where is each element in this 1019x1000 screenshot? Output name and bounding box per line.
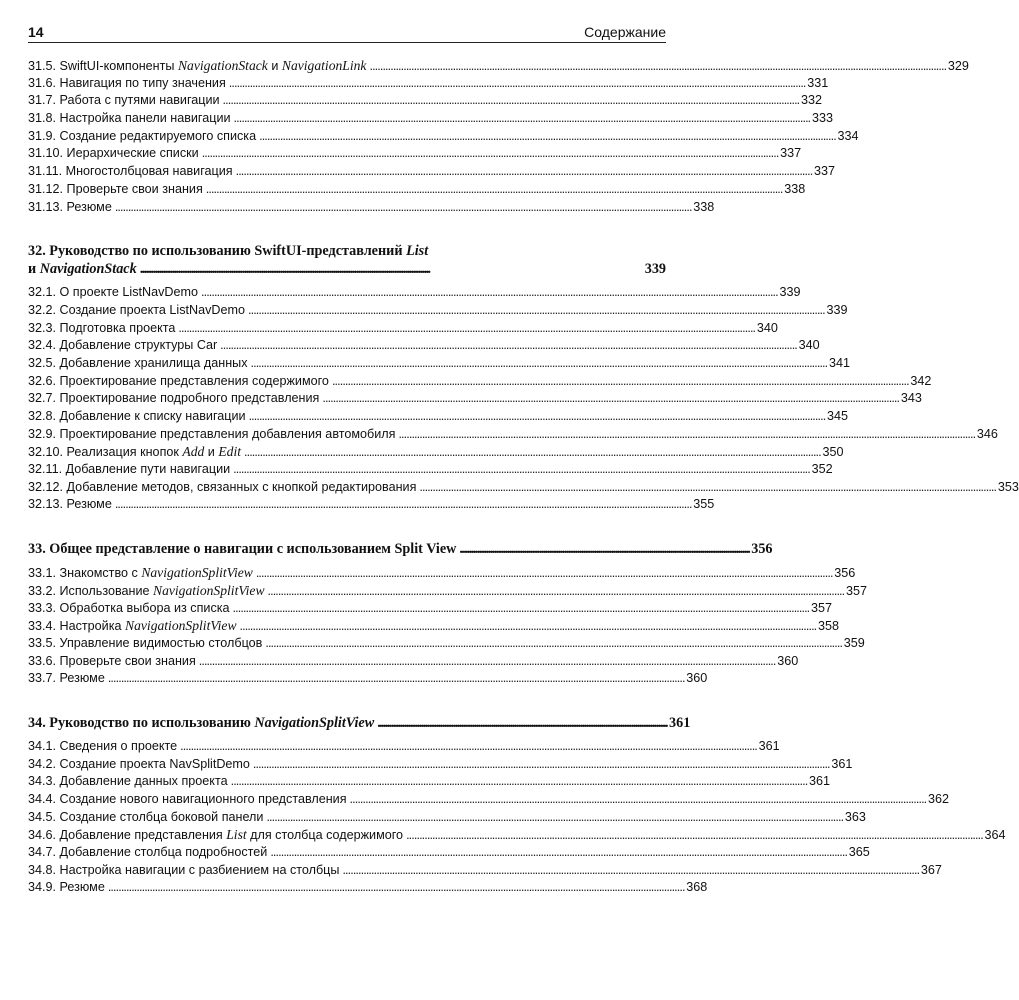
toc-entry-title bbox=[28, 373, 329, 391]
toc-entry-title bbox=[28, 617, 237, 636]
text-run: 31.6. Навигация по типу значения bbox=[28, 75, 226, 90]
toc-entry-title bbox=[28, 181, 203, 199]
chapter-page: 356 bbox=[751, 541, 773, 558]
toc-entry[interactable] bbox=[28, 582, 867, 600]
text-run: 31.13. Резюме bbox=[28, 199, 112, 214]
toc-entry[interactable] bbox=[28, 128, 859, 146]
toc-entry[interactable] bbox=[28, 564, 856, 582]
toc-entry-title bbox=[28, 635, 262, 653]
toc-entry-title bbox=[28, 791, 347, 809]
text-run: 34.2. Создание проекта NavSplitDemo bbox=[28, 756, 250, 771]
text-run: 33.2. Использование bbox=[28, 583, 153, 598]
dot-leader bbox=[248, 302, 823, 320]
dot-leader bbox=[115, 496, 690, 514]
toc-entry-page: 339 bbox=[779, 285, 801, 300]
toc-entry-title bbox=[28, 844, 267, 862]
text-run: 34.8. Настройка навигации с разбиением на столбцы bbox=[28, 862, 340, 877]
text-run: 34.7. Добавление столбца подробностей bbox=[28, 845, 268, 860]
toc-entry-title bbox=[28, 110, 231, 128]
toc-entry-title bbox=[28, 879, 105, 897]
toc-entry[interactable] bbox=[28, 337, 820, 355]
italic-term: NavigationLink bbox=[281, 58, 367, 73]
toc-entry[interactable] bbox=[28, 443, 844, 461]
text-run: и bbox=[28, 261, 40, 278]
toc-entry[interactable] bbox=[28, 461, 833, 479]
toc-entry-title bbox=[28, 320, 175, 338]
page-number: 14 bbox=[28, 24, 44, 40]
toc-entry[interactable] bbox=[28, 670, 708, 688]
dot-leader bbox=[234, 110, 809, 128]
chapter-heading[interactable] bbox=[28, 540, 773, 558]
toc-entry-page: 361 bbox=[831, 756, 853, 771]
text-run: 34.6. Добавление представления bbox=[28, 828, 227, 843]
toc-entry-title bbox=[28, 75, 226, 93]
dot-leader bbox=[244, 444, 819, 462]
toc-entry-page: 337 bbox=[814, 164, 836, 179]
toc-entry-page: 341 bbox=[828, 355, 850, 370]
dot-leader bbox=[249, 408, 824, 426]
toc-entry-page: 340 bbox=[798, 338, 820, 353]
dot-leader bbox=[332, 373, 907, 391]
text-run: 31.5. SwiftUI-компоненты bbox=[28, 59, 178, 73]
text-run: 32.4. Добавление структуры Car bbox=[28, 338, 218, 353]
toc-section-continued bbox=[28, 57, 969, 216]
toc-entry[interactable] bbox=[28, 320, 778, 338]
toc-entry[interactable] bbox=[28, 57, 969, 75]
toc-entry-page: 350 bbox=[822, 445, 844, 460]
chapter-title-row bbox=[28, 714, 691, 732]
toc-entry[interactable] bbox=[28, 791, 949, 809]
toc-entry-page: 360 bbox=[777, 653, 799, 668]
chapter-title bbox=[28, 714, 374, 732]
toc-entry-title bbox=[28, 496, 112, 514]
toc-entry-title bbox=[28, 479, 416, 497]
toc-entry-page: 338 bbox=[784, 181, 806, 196]
toc-entry-page: 365 bbox=[848, 845, 870, 860]
italic-term: NavigationSplitView bbox=[125, 618, 237, 634]
toc-entry-title bbox=[28, 738, 177, 756]
toc-entry-title bbox=[28, 355, 248, 373]
text-run: 33.6. Проверьте свои знания bbox=[28, 653, 196, 668]
toc-entry[interactable] bbox=[28, 390, 922, 408]
toc-chapter bbox=[28, 714, 1006, 897]
toc-entry-title bbox=[28, 302, 245, 320]
toc-entry[interactable] bbox=[28, 373, 932, 391]
text-run: 32.6. Проектирование представления содержимого bbox=[28, 373, 329, 388]
dot-leader bbox=[398, 426, 973, 444]
dot-leader bbox=[178, 320, 753, 338]
toc-entry[interactable] bbox=[28, 302, 848, 320]
running-head: Содержание bbox=[584, 24, 666, 40]
toc-entry-page: 356 bbox=[834, 566, 856, 581]
toc-entry-page: 332 bbox=[800, 93, 822, 108]
toc-entry[interactable] bbox=[28, 653, 799, 671]
dot-leader bbox=[259, 128, 834, 146]
chapter-title-row bbox=[28, 540, 773, 558]
chapter-heading[interactable] bbox=[28, 714, 691, 732]
toc-entry[interactable] bbox=[28, 92, 822, 110]
toc-entry-title bbox=[28, 564, 253, 583]
dot-leader bbox=[377, 714, 666, 732]
toc-entry-page: 340 bbox=[756, 320, 778, 335]
chapter-title-line bbox=[28, 242, 666, 260]
toc-chapter bbox=[28, 242, 1019, 514]
text-run: 32.5. Добавление хранилища данных bbox=[28, 355, 248, 370]
toc-entry[interactable] bbox=[28, 844, 870, 862]
toc-entry-page: 331 bbox=[807, 75, 829, 90]
italic-term: NavigationStack bbox=[39, 261, 137, 278]
chapter-title bbox=[28, 540, 456, 558]
toc-entry-title bbox=[28, 284, 198, 302]
dot-leader bbox=[108, 879, 683, 897]
toc-entry-title bbox=[28, 461, 230, 479]
toc-entry-title bbox=[28, 670, 105, 688]
toc-entry-title bbox=[28, 443, 241, 462]
dot-leader bbox=[220, 337, 795, 355]
text-run: 31.9. Создание редактируемого списка bbox=[28, 128, 257, 143]
text-run: 32.10. Реализация кнопок bbox=[28, 445, 183, 460]
toc-entry[interactable] bbox=[28, 756, 853, 774]
chapter-title-row bbox=[28, 260, 666, 278]
toc-entry-page: 357 bbox=[810, 600, 832, 615]
toc-chapters bbox=[28, 242, 1019, 897]
dot-leader bbox=[229, 75, 804, 93]
toc-entry-page: 355 bbox=[693, 497, 715, 512]
text-run: и bbox=[204, 445, 219, 460]
toc-entry-title bbox=[28, 163, 233, 181]
toc-entry-title bbox=[28, 862, 339, 880]
dot-leader bbox=[251, 355, 826, 373]
dot-leader bbox=[223, 92, 798, 110]
toc-entry-page: 367 bbox=[920, 862, 942, 877]
italic-term: List bbox=[406, 243, 429, 260]
chapter-heading[interactable] bbox=[28, 242, 666, 278]
dot-leader bbox=[202, 145, 777, 163]
text-run: 32.3. Подготовка проекта bbox=[28, 320, 176, 335]
toc-entry[interactable] bbox=[28, 145, 802, 163]
toc-entry-page: 353 bbox=[997, 479, 1019, 494]
toc-entry-page: 359 bbox=[843, 635, 865, 650]
document-page bbox=[28, 18, 1019, 923]
toc-entry-page: 364 bbox=[984, 828, 1006, 843]
toc-entry[interactable] bbox=[28, 426, 998, 444]
dot-leader bbox=[233, 600, 808, 618]
chapter-page: 339 bbox=[644, 261, 666, 278]
italic-term: Edit bbox=[218, 444, 242, 460]
text-run: 34.5. Создание столбца боковой панели bbox=[28, 809, 264, 824]
toc-entry-page: 368 bbox=[686, 880, 708, 895]
toc-entry[interactable] bbox=[28, 181, 806, 199]
text-run: 34.9. Резюме bbox=[28, 880, 105, 895]
dot-leader bbox=[231, 773, 806, 791]
toc-entry-page: 345 bbox=[827, 409, 849, 423]
toc-entry-page: 352 bbox=[811, 462, 833, 477]
text-run: 32. Руководство по использованию SwiftUI-представлений bbox=[28, 243, 407, 260]
toc-entry-title bbox=[28, 145, 199, 163]
dot-leader bbox=[265, 635, 840, 653]
toc-entry[interactable] bbox=[28, 617, 839, 635]
toc-entry-page: 343 bbox=[900, 391, 922, 406]
italic-term: NavigationSplitView bbox=[254, 714, 375, 731]
toc-entry-title bbox=[28, 390, 319, 408]
toc-entry-title bbox=[28, 57, 366, 76]
dot-leader bbox=[406, 827, 981, 845]
toc-entry[interactable] bbox=[28, 408, 849, 426]
toc-entry[interactable] bbox=[28, 600, 832, 618]
dot-leader bbox=[322, 390, 897, 408]
text-run: 31.12. Проверьте свои знания bbox=[28, 181, 203, 196]
text-run: 32.8. Добавление к списку навигации bbox=[28, 409, 246, 423]
toc-entry-title bbox=[28, 756, 250, 774]
text-run: 32.12. Добавление методов, связанных с кнопкой редактирования bbox=[28, 479, 417, 494]
text-run: 33.3. Обработка выбора из списка bbox=[28, 600, 230, 615]
dot-leader bbox=[140, 260, 642, 278]
toc-entry[interactable] bbox=[28, 75, 829, 93]
toc-entry-title bbox=[28, 426, 395, 444]
italic-term: List bbox=[226, 827, 247, 843]
toc-entry-page: 361 bbox=[758, 738, 780, 753]
dot-leader bbox=[270, 844, 845, 862]
toc-entry[interactable] bbox=[28, 738, 780, 756]
toc-entry-page: 361 bbox=[809, 774, 831, 789]
toc-entry-title bbox=[28, 826, 403, 845]
toc-entry-page: 358 bbox=[817, 619, 839, 634]
text-run: 32.1. О проекте ListNavDemo bbox=[28, 285, 199, 300]
toc-entry[interactable] bbox=[28, 826, 1006, 844]
text-run: 33.7. Резюме bbox=[28, 671, 105, 686]
dot-leader bbox=[266, 809, 841, 827]
text-run: 33. Общее представление о навигации с использованием Split View bbox=[28, 541, 457, 558]
toc-entry[interactable] bbox=[28, 879, 708, 897]
toc-entry-title bbox=[28, 773, 228, 791]
toc-entry-page: 363 bbox=[844, 809, 866, 824]
text-run: 31.8. Настройка панели навигации bbox=[28, 111, 231, 126]
toc-entry-page: 338 bbox=[693, 199, 715, 214]
text-run: 32.11. Добавление пути навигации bbox=[28, 462, 231, 477]
text-run: 31.10. Иерархические списки bbox=[28, 146, 199, 161]
italic-term: NavigationSplitView bbox=[141, 565, 253, 581]
dot-leader bbox=[115, 199, 690, 217]
toc-entry-title bbox=[28, 128, 256, 146]
dot-leader bbox=[342, 862, 917, 880]
dot-leader bbox=[199, 653, 774, 671]
text-run: 34.4. Создание нового навигационного представления bbox=[28, 792, 347, 806]
toc-entry-title bbox=[28, 337, 217, 355]
dot-leader bbox=[268, 583, 843, 601]
toc-entry[interactable] bbox=[28, 496, 715, 514]
toc-entry-page: 339 bbox=[826, 302, 848, 317]
dot-leader bbox=[236, 163, 811, 181]
toc-entry-title bbox=[28, 582, 265, 601]
dot-leader bbox=[233, 461, 808, 479]
text-run: для столбца содержимого bbox=[246, 828, 404, 843]
dot-leader bbox=[253, 756, 828, 774]
page-header bbox=[28, 18, 666, 43]
dot-leader bbox=[369, 58, 944, 76]
toc-entry-page: 329 bbox=[947, 59, 969, 73]
toc-entry[interactable] bbox=[28, 809, 866, 827]
italic-term: NavigationStack bbox=[177, 58, 268, 73]
dot-leader bbox=[108, 670, 683, 688]
toc-entry-page: 360 bbox=[686, 671, 708, 686]
toc-entry-title bbox=[28, 809, 263, 827]
text-run: 33.4. Настройка bbox=[28, 619, 126, 634]
text-run: 32.9. Проектирование представления добавления автомобиля bbox=[28, 426, 396, 441]
toc-entry[interactable] bbox=[28, 479, 1019, 497]
dot-leader bbox=[459, 540, 748, 558]
toc-entry-page: 342 bbox=[910, 373, 932, 388]
toc-entry[interactable] bbox=[28, 355, 850, 373]
chapter-title bbox=[28, 260, 137, 278]
text-run: 34.1. Сведения о проекте bbox=[28, 738, 178, 753]
text-run: 34.3. Добавление данных проекта bbox=[28, 774, 228, 789]
toc-entry[interactable] bbox=[28, 110, 833, 128]
text-run: и bbox=[267, 59, 282, 73]
text-run: 32.13. Резюме bbox=[28, 497, 112, 512]
text-run: 31.11. Многостолбцовая навигация bbox=[28, 164, 233, 179]
toc-entry[interactable] bbox=[28, 199, 715, 217]
table-of-contents bbox=[28, 57, 1019, 897]
dot-leader bbox=[180, 738, 755, 756]
toc-entry-page: 346 bbox=[976, 426, 998, 441]
text-run: 34. Руководство по использованию bbox=[28, 714, 255, 731]
toc-entry-page: 337 bbox=[780, 146, 802, 161]
dot-leader bbox=[350, 791, 925, 809]
italic-term: NavigationSplitView bbox=[153, 582, 265, 598]
toc-entry[interactable] bbox=[28, 163, 836, 181]
italic-term: Add bbox=[182, 444, 205, 460]
toc-entry-title bbox=[28, 408, 246, 426]
dot-leader bbox=[240, 618, 815, 636]
text-run: 32.7. Проектирование подробного представления bbox=[28, 391, 320, 406]
dot-leader bbox=[201, 284, 776, 302]
toc-entry-page: 333 bbox=[811, 111, 833, 126]
toc-entry[interactable] bbox=[28, 284, 801, 302]
toc-entry[interactable] bbox=[28, 862, 942, 880]
toc-entry-page: 357 bbox=[845, 583, 867, 598]
toc-entry-title bbox=[28, 600, 230, 618]
text-run: 33.1. Знакомство с bbox=[28, 566, 142, 581]
toc-entry-page: 334 bbox=[837, 128, 859, 143]
toc-entry-title bbox=[28, 653, 196, 671]
toc-entry[interactable] bbox=[28, 635, 865, 653]
toc-entry-page: 362 bbox=[927, 792, 949, 806]
toc-entry-title bbox=[28, 92, 220, 110]
dot-leader bbox=[256, 565, 831, 583]
toc-entry[interactable] bbox=[28, 773, 831, 791]
text-run: 33.5. Управление видимостью столбцов bbox=[28, 635, 263, 650]
text-run: 32.2. Создание проекта ListNavDemo bbox=[28, 302, 246, 317]
dot-leader bbox=[206, 181, 781, 199]
toc-chapter bbox=[28, 540, 867, 688]
text-run: 31.7. Работа с путями навигации bbox=[28, 93, 220, 108]
chapter-page: 361 bbox=[669, 714, 691, 731]
toc-entry-title bbox=[28, 199, 112, 217]
dot-leader bbox=[419, 479, 994, 497]
